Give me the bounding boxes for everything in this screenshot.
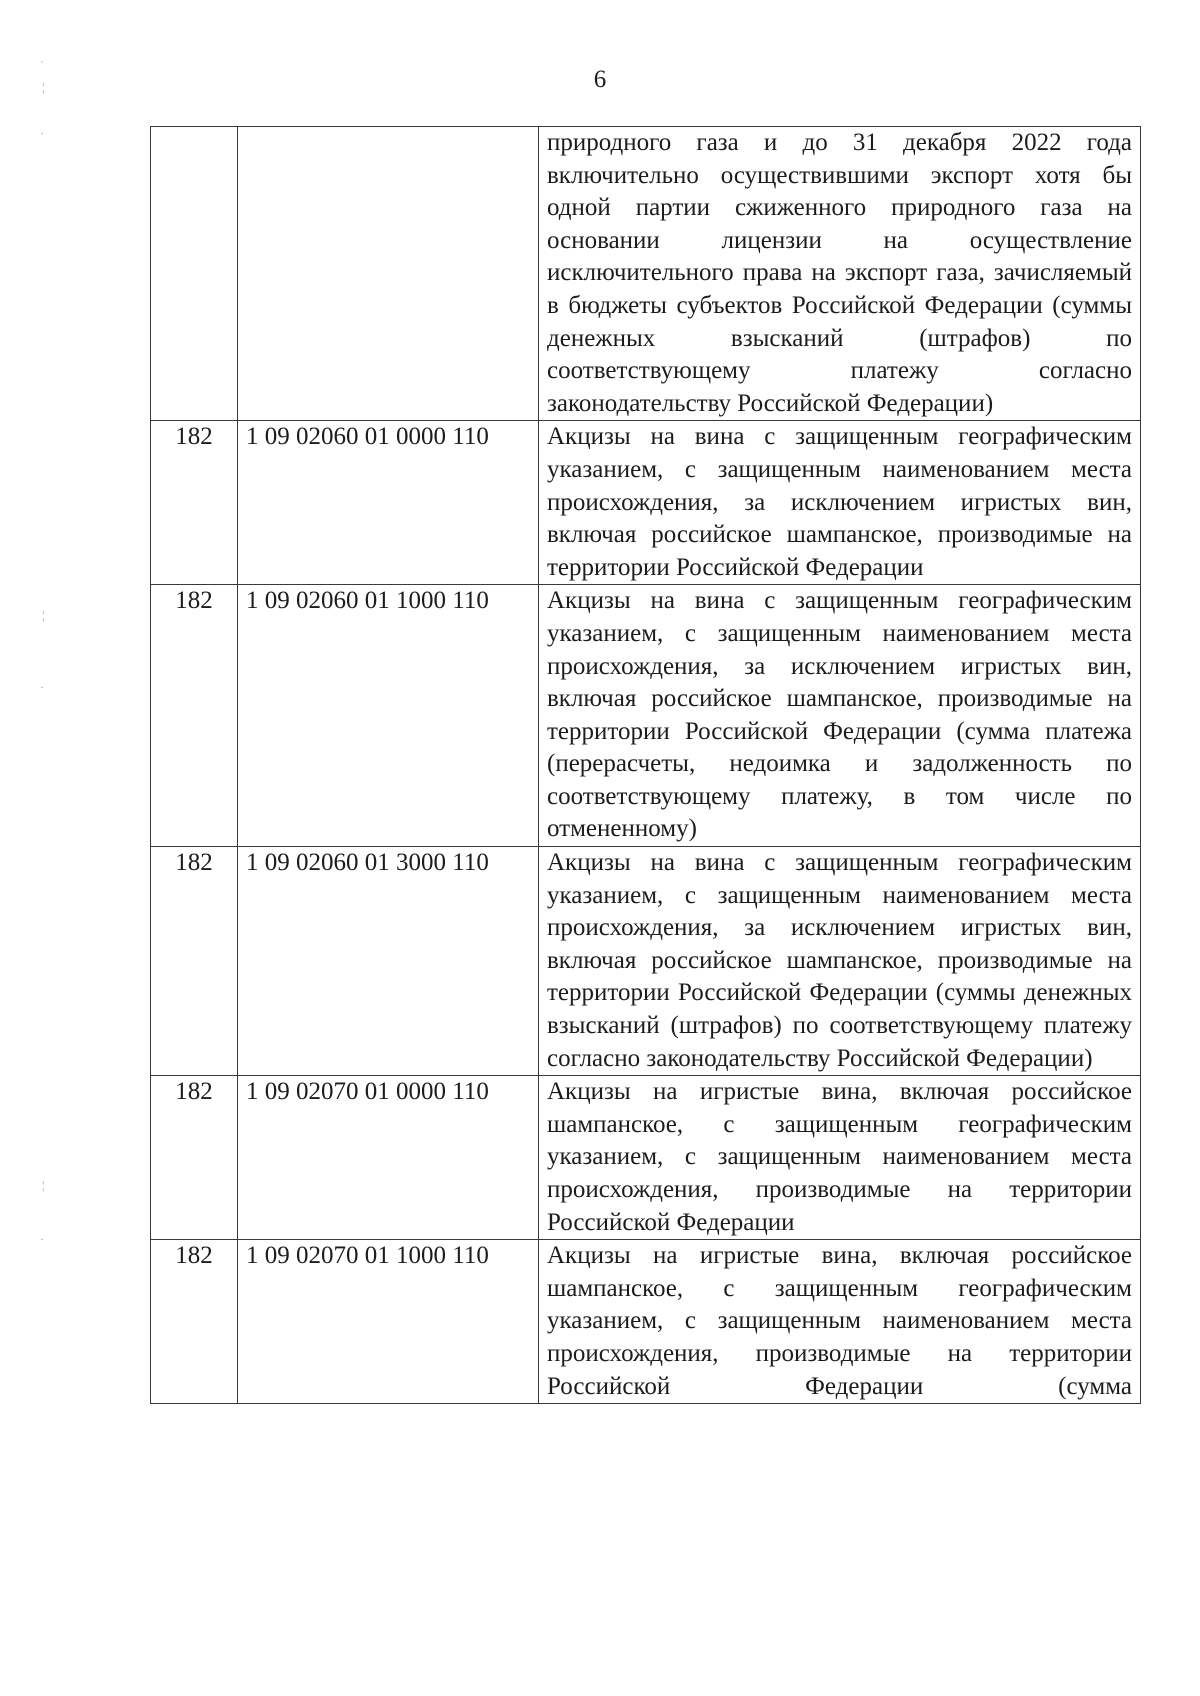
scan-speck: ˙ — [40, 58, 44, 72]
scan-speck: · — [40, 1232, 44, 1246]
description-cell: Акцизы на вина с защищенным географическим указанием, с защищенным наименованием места происхождения, за исключением игристых вин, включая российское шампанское, производимые на территории Российской Федерации (сумма платежа (перерасчеты, недоимка и задолженность по соответствующему платежу, в том числе по отмененному) — [539, 585, 1141, 847]
scan-speck: ¦ — [42, 608, 45, 622]
description-cell: природного газа и до 31 декабря 2022 года включительно осуществившими экспорт хотя бы одной партии сжиженного природного газа на основании лицензии на осуществление исключительного права на экспорт газа, зачисляемый в бюджеты субъектов Российской Федерации (суммы денежных взысканий (штрафов) по соответствующему платежу согласно законодательству Российской Федерации) — [539, 127, 1141, 421]
table-row — [151, 1076, 1141, 1240]
budget-code-cell: 1 09 02070 01 0000 110 — [238, 1076, 539, 1240]
description-cell: Акцизы на вина с защищенным географическим указанием, с защищенным наименованием места происхождения, за исключением игристых вин, включая российское шампанское, производимые на территории Российской Федерации — [539, 421, 1141, 585]
admin-code-cell: 182 — [151, 847, 238, 1076]
table-row — [151, 585, 1141, 847]
admin-code-cell: 182 — [151, 421, 238, 585]
table-row — [151, 421, 1141, 585]
budget-codes-table — [150, 126, 1141, 1404]
page-number: 6 — [593, 66, 607, 93]
admin-code-cell: 182 — [151, 1076, 238, 1240]
scan-speck: ¦ — [42, 1178, 45, 1192]
table-row — [151, 847, 1141, 1076]
description-cell: Акцизы на игристые вина, включая российское шампанское, с защищенным географическим указанием, с защищенным наименованием места происхождения, производимые на территории Российской Федерации (сумма — [539, 1240, 1141, 1404]
table-row — [151, 127, 1141, 421]
table-row — [151, 1240, 1141, 1404]
budget-code-cell: 1 09 02070 01 1000 110 — [238, 1240, 539, 1404]
admin-code-cell: 182 — [151, 585, 238, 847]
budget-code-cell: 1 09 02060 01 1000 110 — [238, 585, 539, 847]
budget-code-cell — [238, 127, 539, 421]
budget-code-cell: 1 09 02060 01 3000 110 — [238, 847, 539, 1076]
budget-code-cell: 1 09 02060 01 0000 110 — [238, 421, 539, 585]
scan-speck: · — [40, 680, 44, 694]
scan-speck: ¦ — [42, 80, 45, 94]
admin-code-cell: 182 — [151, 1240, 238, 1404]
admin-code-cell — [151, 127, 238, 421]
description-cell: Акцизы на игристые вина, включая российское шампанское, с защищенным географическим указанием, с защищенным наименованием места происхождения, производимые на территории Российской Федерации — [539, 1076, 1141, 1240]
scan-speck: · — [40, 126, 44, 140]
description-cell: Акцизы на вина с защищенным географическим указанием, с защищенным наименованием места происхождения, за исключением игристых вин, включая российское шампанское, производимые на территории Российской Федерации (суммы денежных взысканий (штрафов) по соответствующему платежу согласно законодательству Российской Федерации) — [539, 847, 1141, 1076]
